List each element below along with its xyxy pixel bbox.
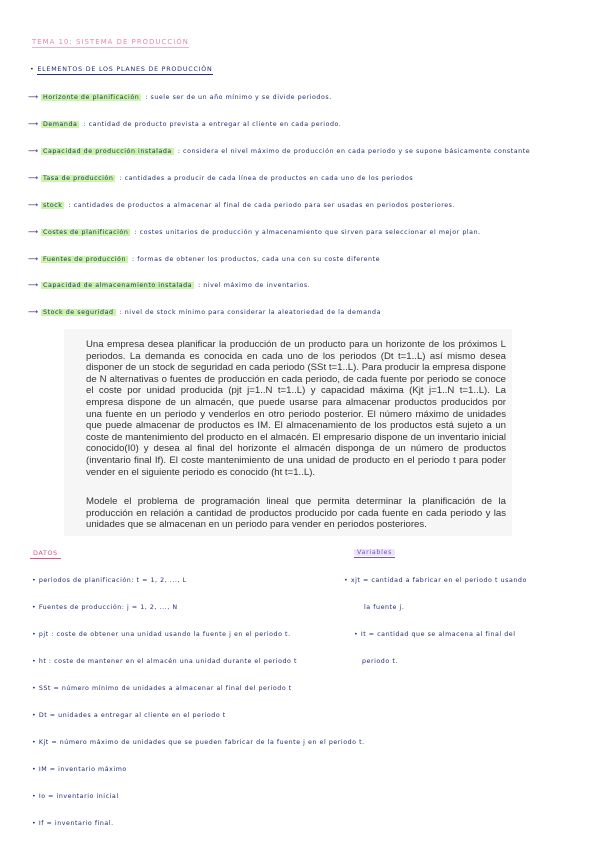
- arrow-icon: ⟶: [28, 201, 39, 209]
- arrow-icon: ⟶: [28, 281, 39, 289]
- problem-statement-box: [64, 329, 512, 536]
- section-heading-text: ELEMENTOS DE LOS PLANES DE PRODUCCIÓN: [37, 66, 213, 73]
- list-item: • Kjt = número máximo de unidades que se pueden fabricar de la fuente j en el periodo t.: [32, 739, 365, 746]
- element-term: Demanda: [43, 121, 78, 128]
- element-description: : nivel de stock mínimo para considerar la aleatoriedad de la demanda: [119, 309, 381, 316]
- list-item: • If = inventario final.: [32, 820, 114, 827]
- list-item: [28, 308, 381, 316]
- element-description: : nivel máximo de inventarios.: [198, 282, 311, 289]
- list-item: [28, 120, 341, 128]
- list-item: [28, 281, 310, 289]
- element-term: stock: [43, 202, 63, 209]
- list-item: • xjt = cantidad a fabricar en el periodo t usando: [344, 577, 527, 584]
- element-term: Capacidad de almacenamiento instalada: [43, 282, 193, 289]
- arrow-icon: ⟶: [28, 308, 39, 316]
- element-term: Tasa de producción: [43, 175, 114, 182]
- arrow-icon: ⟶: [28, 147, 39, 155]
- list-item: • pjt : coste de obtener una unidad usando la fuente j en el periodo t.: [32, 631, 291, 638]
- list-item: periodo t.: [362, 658, 398, 665]
- list-item: • IM = inventario máximo: [32, 766, 127, 773]
- element-description: : cantidades de productos a almacenar al final de cada periodo para ser usadas en periodos posteriores.: [68, 202, 456, 209]
- problem-paragraph-2: Modele el problema de programación lineal que permita determinar la planificación de la producción en relación a cantidad de productos producido por cada fuente en cada periodo y las unidades que se almacenan en un periodo para vender en periodos posteriores.: [86, 496, 506, 531]
- element-description: : suele ser de un año mínimo y se divide periodos.: [145, 94, 332, 101]
- list-item: [28, 201, 455, 209]
- section-heading: • ELEMENTOS DE LOS PLANES DE PRODUCCIÓN: [30, 66, 213, 73]
- element-term: Stock de seguridad: [43, 309, 114, 316]
- list-item: • Fuentes de producción: j = 1, 2, ..., N: [32, 604, 178, 611]
- list-item: [28, 93, 332, 101]
- element-description: : cantidades a producir de cada línea de productos en cada uno de los periodos: [119, 175, 414, 182]
- variables-heading: Variables: [354, 549, 395, 556]
- list-item: • SSt = número mínimo de unidades a almacenar al final del periodo t: [32, 685, 292, 692]
- element-term: Costes de planificación: [43, 229, 129, 236]
- list-item: • periodos de planificación: t = 1, 2, ..., L: [32, 577, 187, 584]
- list-item: • It = cantidad que se almacena al final del: [354, 631, 516, 638]
- element-term: Horizonte de planificación: [43, 94, 140, 101]
- list-item: • Io = inventario inicial: [32, 793, 119, 800]
- arrow-icon: ⟶: [28, 255, 39, 263]
- list-item: [28, 255, 380, 263]
- arrow-icon: ⟶: [28, 93, 39, 101]
- element-description: : formas de obtener los productos, cada una con su coste diferente: [132, 256, 381, 263]
- element-description: : costes unitarios de producción y almacenamiento que sirven para seleccionar el mejor plan.: [134, 229, 481, 236]
- list-item: la fuente j.: [364, 604, 405, 611]
- list-item: • ht : coste de mantener en el almacén una unidad durante el periodo t: [32, 658, 298, 665]
- element-description: : cantidad de producto prevista a entregar al cliente en cada periodo.: [83, 121, 342, 128]
- list-item: [28, 228, 481, 236]
- datos-heading: DATOS: [30, 550, 61, 557]
- list-item: [28, 147, 530, 155]
- arrow-icon: ⟶: [28, 174, 39, 182]
- list-item: • Dt = unidades a entregar al cliente en el periodo t: [32, 712, 226, 719]
- arrow-icon: ⟶: [28, 228, 39, 236]
- element-term: Capacidad de producción instalada: [43, 148, 172, 155]
- element-description: : considera el nivel máximo de producción en cada periodo y se supone básicamente constante: [177, 148, 531, 155]
- page-title: TEMA 10: SISTEMA DE PRODUCCIÓN: [32, 38, 189, 46]
- problem-paragraph-1: Una empresa desea planificar la producción de un producto para un horizonte de los próximos L periodos. La demanda es conocida en cada uno de los periodos (Dt t=1..L) así mismo desea disponer de un stock de seguridad en cada periodo (SSt t=1..L). Para producir la empresa dispone de N alternativas o fuentes de producción en cada periodo, de cada fuente por periodo se conoce el coste por unidad producida (pjt j=1..N t=1..L) y capacidad máxima (Kjt j=1..N t=1..L). La empresa dispone de un almacén, que puede usarse para almacenar productos producidos por una fuente en un periodo y venderlos en otro periodo posterior. El número máximo de unidades que puede almacenar de productos es IM. El almacenamiento de los productos está sujeto a un coste de mantenimiento del producto en el almacén. El empresario dispone de un inventario inicial conocido(I0) y desea al final del horizonte el almacén disponga de un número de productos (inventario final If). El coste mantenimiento de una unidad de producto en el periodo t para poder vender en el siguiente periodo es conocido (ht t=1..L).: [86, 339, 506, 478]
- element-term: Fuentes de producción: [43, 256, 126, 263]
- arrow-icon: ⟶: [28, 120, 39, 128]
- list-item: [28, 174, 413, 182]
